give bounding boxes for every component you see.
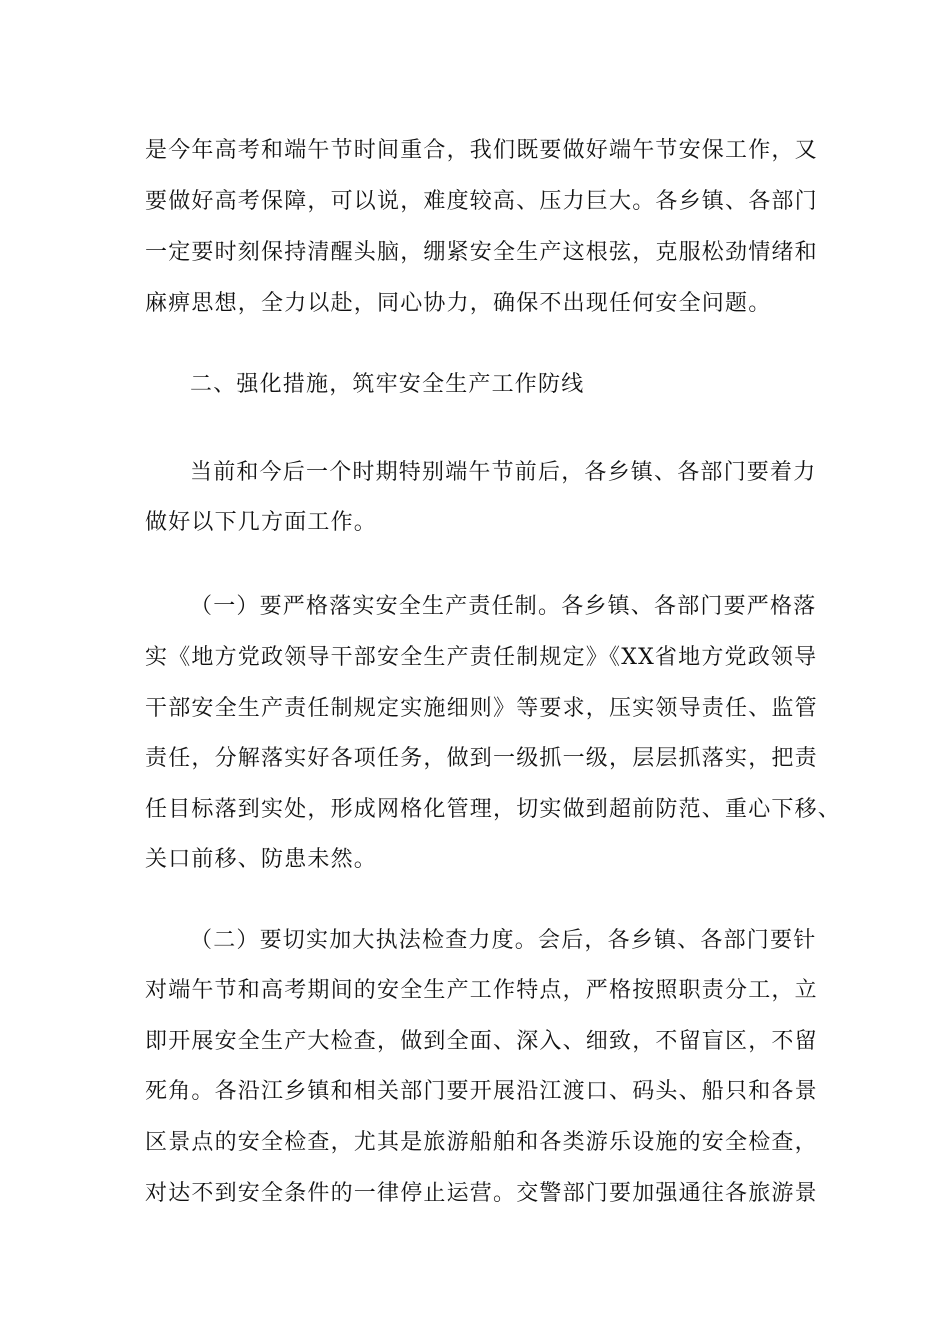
paragraph-1-line-4: 麻痹思想，全力以赴，同心协力，确保不出现任何安全问题。	[145, 291, 772, 316]
paragraph-3-line-5: 任目标落到实处，形成网格化管理，切实做到超前防范、重心下移、	[145, 797, 842, 822]
paragraph-2-line-1: 当前和今后一个时期特别端午节前后，各乡镇、各部门要着力	[190, 460, 817, 485]
paragraph-1-line-2: 要做好高考保障，可以说，难度较高、压力巨大。各乡镇、各部门	[145, 189, 818, 214]
paragraph-4-line-6: 对达不到安全条件的一律停止运营。交警部门要加强通往各旅游景	[145, 1181, 818, 1206]
paragraph-2-line-2: 做好以下几方面工作。	[145, 510, 378, 535]
paragraph-3-line-1: （一）要严格落实安全生产责任制。各乡镇、各部门要严格落	[190, 594, 817, 619]
section-heading-2: 二、强化措施，筑牢安全生产工作防线	[190, 372, 585, 397]
paragraph-3-line-3: 干部安全生产责任制规定实施细则》等要求，压实领导责任、监管	[145, 696, 818, 721]
paragraph-4-line-4: 死角。各沿江乡镇和相关部门要开展沿江渡口、码头、船只和各景	[145, 1079, 818, 1104]
paragraph-4-line-5: 区景点的安全检查，尤其是旅游船舶和各类游乐设施的安全检查，	[145, 1130, 818, 1155]
paragraph-3-line-6: 关口前移、防患未然。	[145, 847, 378, 872]
paragraph-1-line-3: 一定要时刻保持清醒头脑，绷紧安全生产这根弦，克服松劲情绪和	[145, 240, 818, 265]
paragraph-3-line-2: 实《地方党政领导干部安全生产责任制规定》《XX省地方党政领导	[145, 645, 818, 670]
paragraph-4-line-1: （二）要切实加大执法检查力度。会后，各乡镇、各部门要针	[190, 928, 817, 953]
paragraph-4-line-2: 对端午节和高考期间的安全生产工作特点，严格按照职责分工，立	[145, 978, 818, 1003]
paragraph-1-line-1: 是今年高考和端午节时间重合，我们既要做好端午节安保工作，又	[145, 138, 818, 163]
paragraph-4-line-3: 即开展安全生产大检查，做到全面、深入、细致，不留盲区，不留	[145, 1029, 818, 1054]
paragraph-3-line-4: 责任，分解落实好各项任务，做到一级抓一级，层层抓落实，把责	[145, 746, 818, 771]
